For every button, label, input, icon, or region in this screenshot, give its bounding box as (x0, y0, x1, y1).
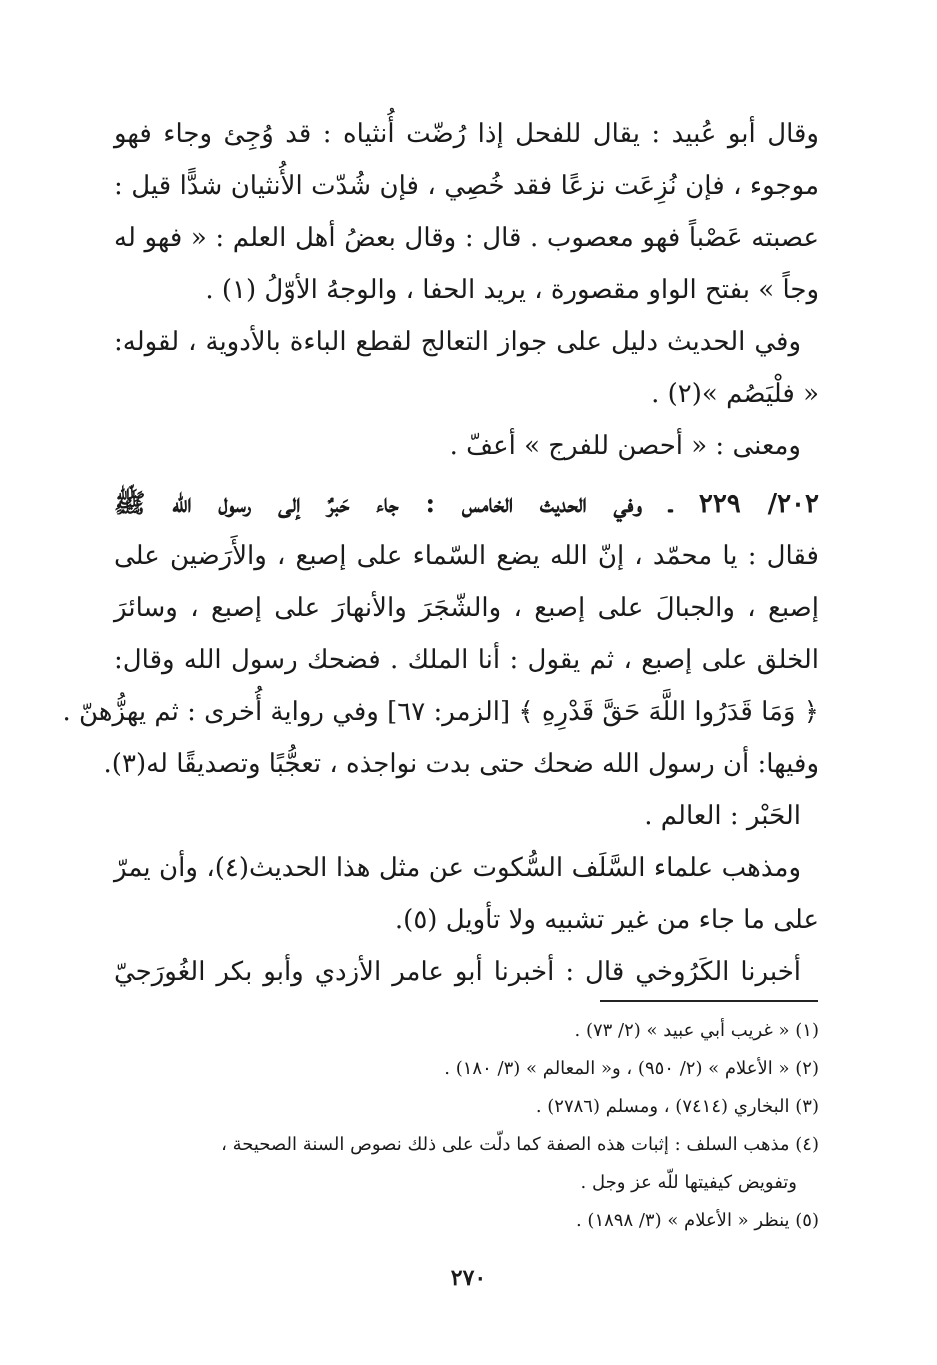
body-line-15: ومذهب علماء السَّلَف السُّكوت عن مثل هذا الحديث(٤)، وأن يمرّ (114, 853, 801, 883)
body-line-11: الخلق على إصبع ، ثم يقول : أنا الملك . فضحك رسول الله وقال: (114, 645, 819, 675)
footnote-1: (١) « غريب أبي عبيد » (٢/ ٧٣) . (574, 1020, 819, 1041)
body-line-4: وجاً » بفتح الواو مقصورة ، يريد الحفا ، والوجهُ الأوّلُ (١) . (205, 275, 819, 305)
body-line-1: وقال أبو عُبيد : يقال للفحل إذا رُضّت أُنثياه : قد وُجِئ وجاء فهو (114, 119, 819, 149)
body-line-3: عصبته عَصْباً فهو معصوب . قال : وقال بعضُ أهل العلم : « فهو له (114, 223, 819, 253)
body-line-17: أخبرنا الكَرُوخي قال : أخبرنا أبو عامر الأزدي وأبو بكر الغُورَجيّ (114, 957, 801, 987)
body-line-7: ومعنى : « أحصن للفرج » أعفّ . (449, 431, 801, 461)
body-line-6: « فلْيَصُم »(٢) . (651, 379, 819, 409)
footnote-2: (٢) « الأعلام » (٢/ ٩٥٠) ، و« المعالم » (٣/ ١٨٠) . (444, 1058, 819, 1079)
body-line-2: موجوء ، فإن نُزِعَت نزعًا فقد خُصِي ، فإن شُدّت الأُنثيان شدًّا قيل : (114, 171, 819, 201)
page-number: ٢٧٠ (450, 1265, 487, 1291)
footnote-separator (600, 1000, 818, 1002)
body-line-5: وفي الحديث دليل على جواز التعالج لقطع الباءة بالأدوية ، لقوله: (114, 327, 801, 357)
body-line-9: فقال : يا محمّد ، إنّ الله يضع السّماء على إصبع ، والأَرَضين على (114, 541, 819, 571)
footnote-3: (٣) البخاري (٧٤١٤) ، ومسلم (٢٧٨٦) . (535, 1096, 819, 1117)
footnote-5: (٥) ينظر « الأعلام » (٣/ ١٨٩٨) . (575, 1210, 819, 1231)
body-line-10: إصبع ، والجبالَ على إصبع ، والشّجَرَ والأنهارَ على إصبع ، وسائرَ (114, 593, 819, 623)
hadith-heading-line: ٢٠٢/ ٢٢٩ ـ وفي الحديث الخامس : جاء حَبرٌ إلى رسول الله ﷺ (114, 489, 819, 519)
footnote-4-continued: وتفويض كيفيتها للّه عز وجل . (580, 1172, 797, 1193)
body-line-13: وفيها: أن رسول الله ضحك حتى بدت نواجذه ، تعجُّبًا وتصديقًا له(٣). (103, 749, 819, 779)
body-line-16: على ما جاء من غير تشبيه ولا تأويل (٥). (394, 905, 819, 935)
footnote-4: (٤) مذهب السلف : إثبات هذه الصفة كما دلّت على ذلك نصوص السنة الصحيحة ، (221, 1134, 819, 1155)
quran-verse-line: ﴿ وَمَا قَدَرُوا اللَّهَ حَقَّ قَدْرِهِ ﴾ [الزمر: ٦٧] وفي رواية أُخرى : ثم يهزُّهنّ . (62, 697, 819, 727)
body-line-14: الحَبْر : العالم . (644, 801, 801, 831)
